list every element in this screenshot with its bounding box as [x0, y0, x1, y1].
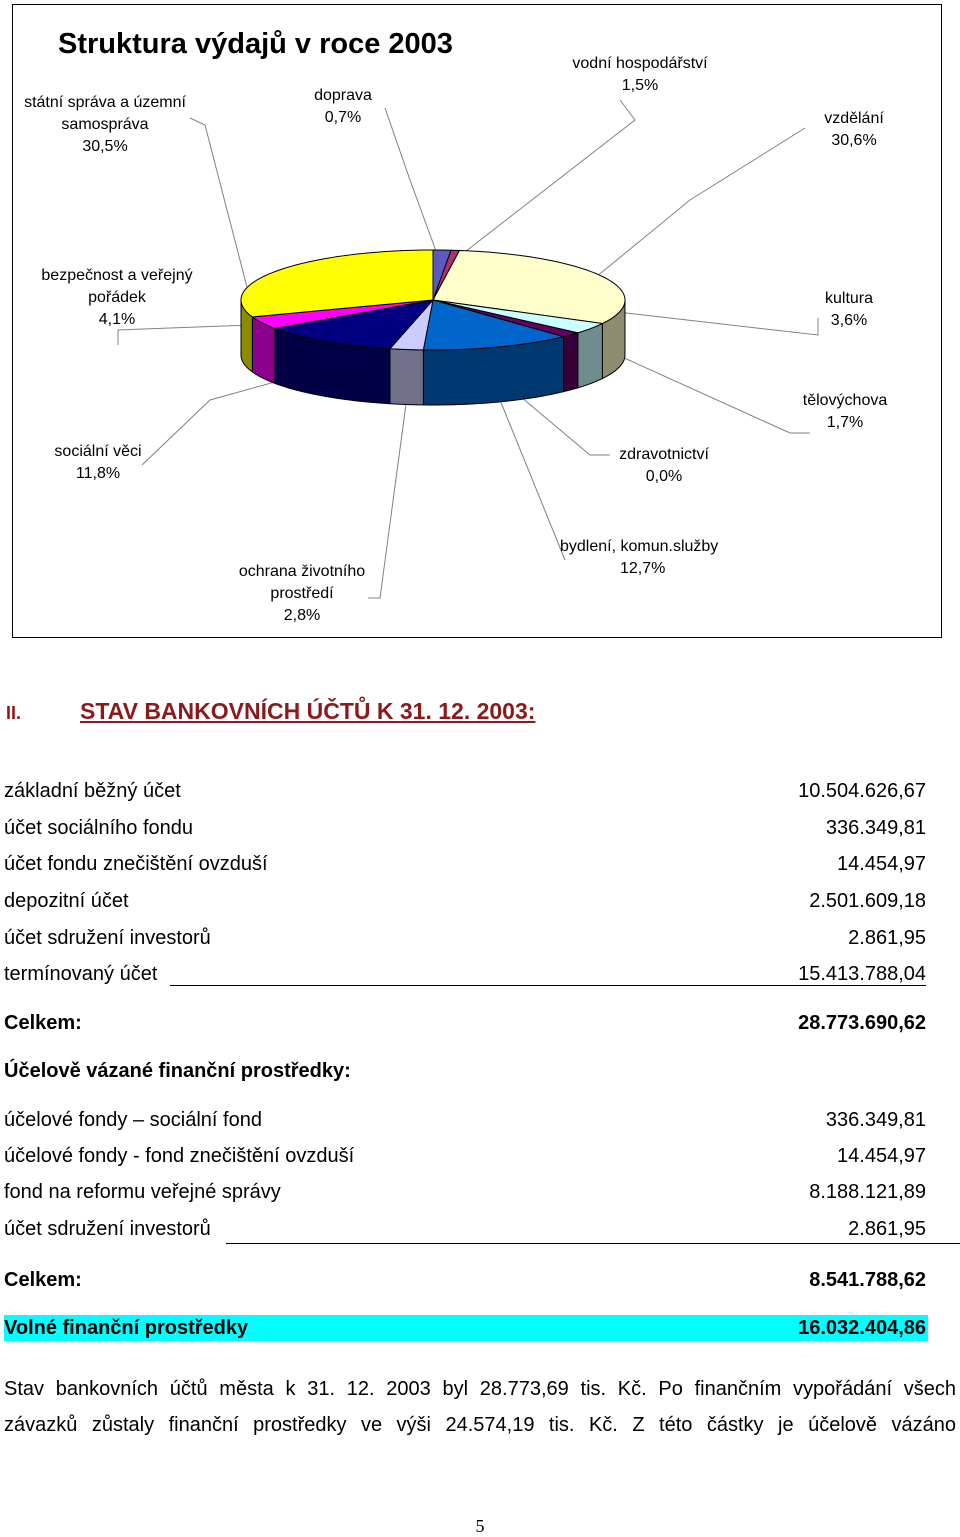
account-row: účet sdružení investorů 2.861,95	[4, 927, 926, 949]
chart-title: Struktura výdajů v roce 2003	[58, 28, 453, 60]
account-row: účet sociálního fondu 336.349,81	[4, 817, 926, 839]
page-number: 5	[475, 1516, 485, 1536]
account-row: termínovaný účet 15.413.788,04	[4, 963, 926, 985]
pie-slice-ochrana-ivotn-ho-prost-ed--side	[390, 349, 423, 405]
pie-slice-t-lov-chova-side	[564, 333, 578, 392]
account-row: základní běžný účet 10.504.626,67	[4, 780, 926, 802]
paragraph-line: Stav bankovních účtů města k 31. 12. 2003 byl 28.773,69 tis. Kč. Po finančním vypořádání všech	[4, 1378, 956, 1400]
sum-rule	[226, 1243, 960, 1244]
label-vzdelani: vzdělání 30,6%	[824, 110, 884, 149]
total-row: Celkem: 28.773.690,62	[4, 1012, 926, 1034]
label-ochrana-prostredi: ochrana životního prostředí 2,8%	[238, 563, 366, 624]
label-vodni-hospodarstvi: vodní hospodářství 1,5%	[572, 55, 708, 94]
earmarked-row: účelové fondy - fond znečištění ovzduší 14.454,97	[4, 1145, 926, 1167]
label-socialni-veci: sociální věci 11,8%	[54, 443, 142, 482]
label-bydleni: bydlení, komun.služby 12,7%	[560, 538, 719, 577]
free-funds-row: Volné finanční prostředky 16.032.404,86	[4, 1317, 926, 1339]
label-telovychova: tělovýchova 1,7%	[802, 392, 888, 431]
section-number: II.	[6, 703, 22, 723]
account-row: depozitní účet 2.501.609,18	[4, 890, 926, 912]
label-kultura: kultura 3,6%	[824, 290, 874, 329]
earmarked-heading: Účelově vázané finanční prostředky:	[4, 1060, 351, 1082]
section-title: STAV BANKOVNÍCH ÚČTŮ K 31. 12. 2003:	[80, 698, 536, 724]
paragraph-line: závazků zůstaly finanční prostředky ve výši 24.574,19 tis. Kč. Z této částky je účelově vázáno	[4, 1414, 956, 1436]
total-row: Celkem: 8.541.788,62	[4, 1269, 926, 1291]
pie-slice-kultura-side	[578, 324, 603, 388]
earmarked-row: účelové fondy – sociální fond 336.349,81	[4, 1109, 926, 1131]
section-heading	[6, 698, 536, 725]
earmarked-row: fond na reformu veřejné správy 8.188.121,89	[4, 1181, 926, 1203]
label-bezpecnost: bezpečnost a veřejný pořádek 4,1%	[41, 267, 193, 328]
earmarked-row: účet sdružení investorů 2.861,95	[4, 1218, 926, 1240]
account-row: účet fondu znečištění ovzduší 14.454,97	[4, 853, 926, 875]
sum-rule	[170, 985, 926, 986]
label-statni-sprava: státní správa a územní samospráva 30,5%	[24, 94, 186, 155]
label-zdravotnictvi: zdravotnictví 0,0%	[619, 446, 709, 485]
label-doprava: doprava 0,7%	[314, 87, 372, 126]
